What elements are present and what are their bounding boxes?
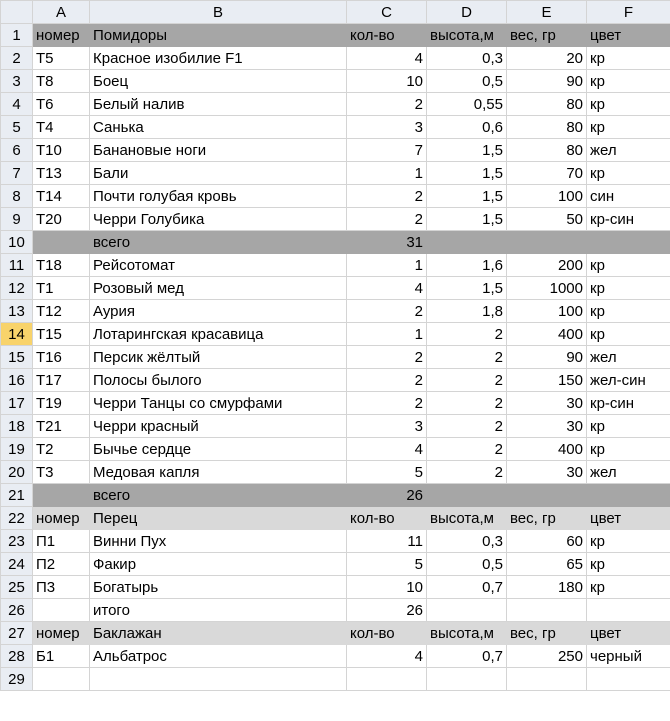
cell-d[interactable]: 1,5	[427, 277, 507, 300]
column-header-f[interactable]: F	[587, 1, 670, 24]
cell-e[interactable]: 20	[507, 47, 587, 70]
cell-c[interactable]: 3	[347, 116, 427, 139]
row-header[interactable]: 27	[1, 622, 33, 645]
cell-d[interactable]: 2	[427, 392, 507, 415]
cell-b[interactable]: Лотарингская красавица	[90, 323, 347, 346]
cell-e[interactable]: 30	[507, 392, 587, 415]
table-row	[1, 93, 670, 116]
cell-f[interactable]: син	[587, 185, 670, 208]
cell-b[interactable]: Аурия	[90, 300, 347, 323]
cell-a[interactable]: Т19	[33, 392, 90, 415]
cell-f[interactable]	[587, 484, 670, 507]
cell-c[interactable]: 2	[347, 346, 427, 369]
table-row	[1, 231, 670, 254]
column-header-b[interactable]: B	[90, 1, 347, 24]
cell-a[interactable]: Т13	[33, 162, 90, 185]
cell-f[interactable]: черный	[587, 645, 670, 668]
table-row	[1, 461, 670, 484]
table-row	[1, 300, 670, 323]
cell-f[interactable]: кр	[587, 576, 670, 599]
cell-a[interactable]: Т15	[33, 323, 90, 346]
cell-b[interactable]: Богатырь	[90, 576, 347, 599]
cell-d[interactable]: 0,3	[427, 530, 507, 553]
cell-a[interactable]: номер	[33, 24, 90, 47]
cell-e[interactable]	[507, 668, 587, 691]
cell-a[interactable]: Т2	[33, 438, 90, 461]
cell-d[interactable]: 1,5	[427, 185, 507, 208]
cell-b[interactable]: Черри красный	[90, 415, 347, 438]
cell-c[interactable]: 2	[347, 208, 427, 231]
cell-c[interactable]: кол-во	[347, 24, 427, 47]
cell-f[interactable]: кр	[587, 553, 670, 576]
cell-d[interactable]: 1,5	[427, 139, 507, 162]
cell-c[interactable]: 31	[347, 231, 427, 254]
cell-d[interactable]	[427, 599, 507, 622]
cell-e[interactable]: 400	[507, 323, 587, 346]
cell-c[interactable]: 4	[347, 47, 427, 70]
table-row	[1, 47, 670, 70]
cell-e[interactable]: вес, гр	[507, 622, 587, 645]
cell-b[interactable]: Бали	[90, 162, 347, 185]
row-header[interactable]: 29	[1, 668, 33, 691]
cell-b[interactable]: Черри Голубика	[90, 208, 347, 231]
select-all-corner[interactable]	[1, 1, 33, 24]
table-row	[1, 277, 670, 300]
cell-e[interactable]: вес, гр	[507, 507, 587, 530]
row-header[interactable]: 8	[1, 185, 33, 208]
cell-a[interactable]: П1	[33, 530, 90, 553]
cell-f[interactable]	[587, 231, 670, 254]
cell-d[interactable]	[427, 231, 507, 254]
cell-b[interactable]	[90, 668, 347, 691]
cell-b[interactable]: Персик жёлтый	[90, 346, 347, 369]
table-row	[1, 599, 670, 622]
column-header-d[interactable]: D	[427, 1, 507, 24]
cell-b[interactable]: Медовая капля	[90, 461, 347, 484]
column-header-a[interactable]: A	[33, 1, 90, 24]
table-row	[1, 507, 670, 530]
cell-d[interactable]: 2	[427, 323, 507, 346]
cell-d[interactable]: 1,5	[427, 208, 507, 231]
cell-f[interactable]: кр	[587, 93, 670, 116]
table-row	[1, 254, 670, 277]
cell-c[interactable]: 26	[347, 599, 427, 622]
row-header[interactable]: 4	[1, 93, 33, 116]
cell-b[interactable]: итого	[90, 599, 347, 622]
cell-d[interactable]: 0,5	[427, 553, 507, 576]
cell-d[interactable]	[427, 668, 507, 691]
cell-e[interactable]: 250	[507, 645, 587, 668]
cell-b[interactable]: Красное изобилие F1	[90, 47, 347, 70]
cell-f[interactable]: кр-син	[587, 392, 670, 415]
table-row	[1, 576, 670, 599]
table-row	[1, 530, 670, 553]
table-row	[1, 185, 670, 208]
cell-e[interactable]: 30	[507, 461, 587, 484]
cell-d[interactable]: высота,м	[427, 507, 507, 530]
cell-c[interactable]: 3	[347, 415, 427, 438]
column-header-c[interactable]: C	[347, 1, 427, 24]
cell-e[interactable]: 70	[507, 162, 587, 185]
cell-f[interactable]: кр	[587, 47, 670, 70]
cell-b[interactable]: Белый налив	[90, 93, 347, 116]
cell-f[interactable]: цвет	[587, 24, 670, 47]
cell-d[interactable]: 1,8	[427, 300, 507, 323]
cell-f[interactable]: кр	[587, 70, 670, 93]
cell-e[interactable]: 100	[507, 185, 587, 208]
cell-c[interactable]: 1	[347, 254, 427, 277]
row-header[interactable]: 23	[1, 530, 33, 553]
cell-f[interactable]: кр-син	[587, 208, 670, 231]
cell-c[interactable]: 2	[347, 392, 427, 415]
cell-a[interactable]: Т12	[33, 300, 90, 323]
cell-e[interactable]: 200	[507, 254, 587, 277]
cell-c[interactable]: 2	[347, 300, 427, 323]
cell-d[interactable]: 0,7	[427, 576, 507, 599]
cell-e[interactable]: 90	[507, 70, 587, 93]
cell-f[interactable]: кр	[587, 116, 670, 139]
cell-a[interactable]: П2	[33, 553, 90, 576]
cell-e[interactable]: 80	[507, 139, 587, 162]
cell-c[interactable]	[347, 668, 427, 691]
cell-a[interactable]: Т18	[33, 254, 90, 277]
cell-b[interactable]: Полосы былого	[90, 369, 347, 392]
cell-b[interactable]: Помидоры	[90, 24, 347, 47]
table-row	[1, 116, 670, 139]
cell-b[interactable]: Боец	[90, 70, 347, 93]
cell-d[interactable]: 0,7	[427, 645, 507, 668]
row-header[interactable]: 16	[1, 369, 33, 392]
cell-d[interactable]: 0,55	[427, 93, 507, 116]
cell-f[interactable]: кр	[587, 300, 670, 323]
cell-e[interactable]: 100	[507, 300, 587, 323]
row-header[interactable]: 1	[1, 24, 33, 47]
cell-b[interactable]: Почти голубая кровь	[90, 185, 347, 208]
cell-c[interactable]: 5	[347, 461, 427, 484]
row-header[interactable]: 13	[1, 300, 33, 323]
row-header[interactable]: 11	[1, 254, 33, 277]
row-header[interactable]: 2	[1, 47, 33, 70]
row-header[interactable]: 6	[1, 139, 33, 162]
cell-e[interactable]: 30	[507, 415, 587, 438]
cell-d[interactable]: 0,5	[427, 70, 507, 93]
row-header[interactable]: 20	[1, 461, 33, 484]
table-row	[1, 645, 670, 668]
cell-b[interactable]: Рейсотомат	[90, 254, 347, 277]
cell-a[interactable]: Б1	[33, 645, 90, 668]
cell-e[interactable]: 90	[507, 346, 587, 369]
cell-e[interactable]: 400	[507, 438, 587, 461]
table-row	[1, 369, 670, 392]
cell-e[interactable]	[507, 599, 587, 622]
cell-d[interactable]: 0,3	[427, 47, 507, 70]
cell-b[interactable]: Факир	[90, 553, 347, 576]
cell-e[interactable]: 80	[507, 116, 587, 139]
cell-a[interactable]: Т6	[33, 93, 90, 116]
table-row	[1, 162, 670, 185]
cell-f[interactable]	[587, 668, 670, 691]
cell-a[interactable]: Т14	[33, 185, 90, 208]
cell-a[interactable]: Т8	[33, 70, 90, 93]
cell-f[interactable]	[587, 599, 670, 622]
row-header[interactable]: 25	[1, 576, 33, 599]
cell-d[interactable]: 2	[427, 461, 507, 484]
row-header[interactable]: 9	[1, 208, 33, 231]
table-row	[1, 438, 670, 461]
table-row	[1, 323, 670, 346]
row-header[interactable]: 18	[1, 415, 33, 438]
cell-b[interactable]: Альбатрос	[90, 645, 347, 668]
cell-a[interactable]: Т21	[33, 415, 90, 438]
row-header[interactable]: 22	[1, 507, 33, 530]
table-row	[1, 346, 670, 369]
cell-b[interactable]: Розовый мед	[90, 277, 347, 300]
cell-e[interactable]: 150	[507, 369, 587, 392]
grid-body	[1, 24, 670, 691]
table-row	[1, 70, 670, 93]
row-header[interactable]: 26	[1, 599, 33, 622]
cell-f[interactable]: цвет	[587, 507, 670, 530]
cell-c[interactable]: 10	[347, 576, 427, 599]
cell-b[interactable]: всего	[90, 231, 347, 254]
row-header[interactable]: 17	[1, 392, 33, 415]
cell-c[interactable]: 10	[347, 70, 427, 93]
cell-c[interactable]: 4	[347, 645, 427, 668]
cell-d[interactable]: 2	[427, 369, 507, 392]
table-row	[1, 139, 670, 162]
cell-c[interactable]: 11	[347, 530, 427, 553]
cell-a[interactable]	[33, 668, 90, 691]
cell-c[interactable]: 26	[347, 484, 427, 507]
cell-e[interactable]: 50	[507, 208, 587, 231]
cell-d[interactable]: высота,м	[427, 622, 507, 645]
cell-c[interactable]: 1	[347, 323, 427, 346]
cell-e[interactable]: 60	[507, 530, 587, 553]
cell-a[interactable]: номер	[33, 507, 90, 530]
table-row	[1, 208, 670, 231]
row-header[interactable]: 24	[1, 553, 33, 576]
table-row	[1, 622, 670, 645]
cell-a[interactable]: Т17	[33, 369, 90, 392]
table-row	[1, 484, 670, 507]
cell-c[interactable]: 4	[347, 438, 427, 461]
cell-f[interactable]: кр	[587, 277, 670, 300]
table-row	[1, 553, 670, 576]
cell-f[interactable]: жел-син	[587, 369, 670, 392]
row-header[interactable]: 7	[1, 162, 33, 185]
table-row	[1, 392, 670, 415]
row-header[interactable]: 5	[1, 116, 33, 139]
cell-f[interactable]: жел	[587, 346, 670, 369]
table-row	[1, 415, 670, 438]
row-header[interactable]: 28	[1, 645, 33, 668]
cell-f[interactable]: кр	[587, 323, 670, 346]
cell-f[interactable]: жел	[587, 139, 670, 162]
cell-f[interactable]: кр	[587, 415, 670, 438]
cell-e[interactable]: 65	[507, 553, 587, 576]
cell-c[interactable]: 4	[347, 277, 427, 300]
cell-d[interactable]: 0,6	[427, 116, 507, 139]
cell-c[interactable]: 2	[347, 93, 427, 116]
cell-b[interactable]: всего	[90, 484, 347, 507]
column-header-e[interactable]: E	[507, 1, 587, 24]
cell-e[interactable]: 180	[507, 576, 587, 599]
cell-c[interactable]: 1	[347, 162, 427, 185]
cell-b[interactable]: Черри Танцы со смурфами	[90, 392, 347, 415]
cell-d[interactable]: 1,5	[427, 162, 507, 185]
cell-b[interactable]: Банановые ноги	[90, 139, 347, 162]
cell-a[interactable]	[33, 484, 90, 507]
cell-a[interactable]: Т3	[33, 461, 90, 484]
cell-b[interactable]: Санька	[90, 116, 347, 139]
row-header[interactable]: 14	[1, 323, 33, 346]
cell-f[interactable]: жел	[587, 461, 670, 484]
cell-e[interactable]: 80	[507, 93, 587, 116]
cell-a[interactable]: Т4	[33, 116, 90, 139]
column-header-row	[1, 1, 670, 24]
cell-a[interactable]: П3	[33, 576, 90, 599]
cell-f[interactable]: кр	[587, 438, 670, 461]
table-row	[1, 668, 670, 691]
cell-b[interactable]: Перец	[90, 507, 347, 530]
cell-e[interactable]: 1000	[507, 277, 587, 300]
cell-b[interactable]: Баклажан	[90, 622, 347, 645]
row-header[interactable]: 15	[1, 346, 33, 369]
cell-d[interactable]: высота,м	[427, 24, 507, 47]
cell-f[interactable]: кр	[587, 530, 670, 553]
cell-f[interactable]: цвет	[587, 622, 670, 645]
cell-c[interactable]: кол-во	[347, 507, 427, 530]
cell-d[interactable]: 2	[427, 346, 507, 369]
cell-b[interactable]: Бычье сердце	[90, 438, 347, 461]
cell-a[interactable]: номер	[33, 622, 90, 645]
cell-e[interactable]: вес, гр	[507, 24, 587, 47]
cell-c[interactable]: 5	[347, 553, 427, 576]
row-header[interactable]: 21	[1, 484, 33, 507]
cell-a[interactable]	[33, 231, 90, 254]
cell-c[interactable]: кол-во	[347, 622, 427, 645]
cell-e[interactable]	[507, 231, 587, 254]
cell-d[interactable]: 1,6	[427, 254, 507, 277]
cell-a[interactable]: Т1	[33, 277, 90, 300]
row-header[interactable]: 19	[1, 438, 33, 461]
cell-c[interactable]: 2	[347, 369, 427, 392]
cell-a[interactable]: Т10	[33, 139, 90, 162]
table-row	[1, 24, 670, 47]
cell-a[interactable]: Т16	[33, 346, 90, 369]
row-header[interactable]: 10	[1, 231, 33, 254]
cell-a[interactable]: Т5	[33, 47, 90, 70]
cell-d[interactable]: 2	[427, 438, 507, 461]
cell-d[interactable]	[427, 484, 507, 507]
row-header[interactable]: 12	[1, 277, 33, 300]
cell-c[interactable]: 7	[347, 139, 427, 162]
cell-c[interactable]: 2	[347, 185, 427, 208]
cell-d[interactable]: 2	[427, 415, 507, 438]
cell-f[interactable]: кр	[587, 254, 670, 277]
cell-f[interactable]: кр	[587, 162, 670, 185]
cell-a[interactable]: Т20	[33, 208, 90, 231]
cell-a[interactable]	[33, 599, 90, 622]
row-header[interactable]: 3	[1, 70, 33, 93]
cell-b[interactable]: Винни Пух	[90, 530, 347, 553]
cell-e[interactable]	[507, 484, 587, 507]
